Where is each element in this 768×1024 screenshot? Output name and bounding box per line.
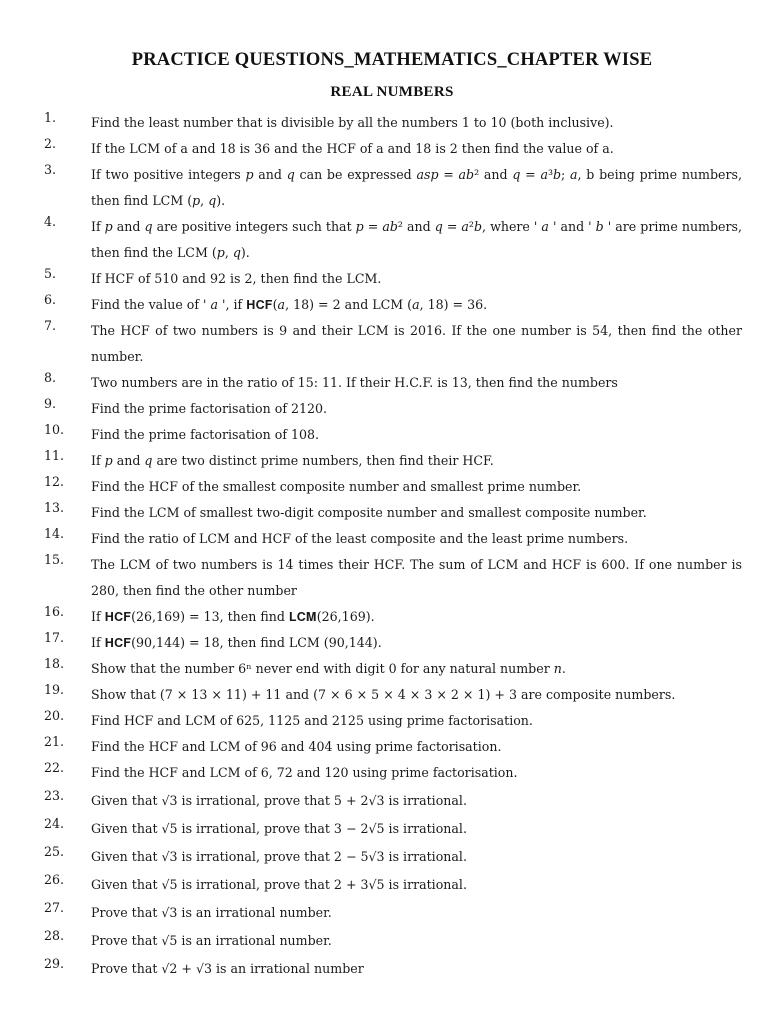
question-number: 21. <box>44 734 65 749</box>
question-number: 3. <box>44 162 57 177</box>
question-item <box>0 110 768 136</box>
question-item <box>0 448 768 474</box>
question-item <box>0 872 768 898</box>
question-number: 5. <box>44 266 57 281</box>
question-text: If 𝐇𝐂𝐅(90,144) = 18, then find LCM (90,144). <box>91 635 382 650</box>
question-number: 12. <box>44 474 65 489</box>
question-text: Given that √3 is irrational, prove that 2 − 5√3 is irrational. <box>91 849 467 864</box>
question-item <box>0 162 768 214</box>
question-item <box>0 956 768 982</box>
question-item <box>0 604 768 630</box>
question-text: Find HCF and LCM of 625, 1125 and 2125 using prime factorisation. <box>91 713 533 728</box>
question-item <box>0 900 768 926</box>
question-item <box>0 474 768 500</box>
question-number: 26. <box>44 872 65 887</box>
question-text: If the LCM of a and 18 is 36 and the HCF of a and 18 is 2 then find the value of a. <box>91 141 614 156</box>
question-item <box>0 500 768 526</box>
question-item <box>0 928 768 954</box>
question-item <box>0 630 768 656</box>
question-text: Given that √3 is irrational, prove that 5 + 2√3 is irrational. <box>91 793 467 808</box>
question-text: If two positive integers 𝑝 and 𝑞 can be expressed 𝑎𝑠𝑝 = 𝑎𝑏² and 𝑞 = 𝑎³𝑏; 𝑎, b being prime numbers, then find LCM (𝑝, 𝑞). <box>91 167 742 208</box>
question-item <box>0 370 768 396</box>
question-text: Find the LCM of smallest two-digit composite number and smallest composite number. <box>91 505 647 520</box>
question-item <box>0 656 768 682</box>
question-number: 1. <box>44 110 57 125</box>
question-number: 24. <box>44 816 65 831</box>
question-number: 22. <box>44 760 65 775</box>
question-number: 15. <box>44 552 65 567</box>
question-number: 14. <box>44 526 65 541</box>
question-number: 27. <box>44 900 65 915</box>
question-text: Show that (7 × 13 × 11) + 11 and (7 × 6 × 5 × 4 × 3 × 2 × 1) + 3 are composite numbers. <box>91 687 676 702</box>
question-item <box>0 422 768 448</box>
question-text: Find the value of ' 𝑎 ', if 𝐇𝐂𝐅(𝑎, 18) = 2 and LCM (𝑎, 18) = 36. <box>91 297 488 312</box>
question-number: 16. <box>44 604 65 619</box>
question-item <box>0 552 768 604</box>
question-number: 23. <box>44 788 65 803</box>
question-item <box>0 396 768 422</box>
question-number: 9. <box>44 396 57 411</box>
question-text: Find the ratio of LCM and HCF of the least composite and the least prime numbers. <box>91 531 629 546</box>
question-text: Find the HCF and LCM of 6, 72 and 120 using prime factorisation. <box>91 765 518 780</box>
question-text: If 𝐇𝐂𝐅(26,169) = 13, then find 𝐋𝐂𝐌(26,169). <box>91 609 375 624</box>
question-number: 4. <box>44 214 57 229</box>
question-text: Prove that √3 is an irrational number. <box>91 905 332 920</box>
question-item <box>0 816 768 842</box>
question-text: The HCF of two numbers is 9 and their LCM is 2016. If the one number is 54, then find the other number. <box>91 323 742 364</box>
question-text: Prove that √5 is an irrational number. <box>91 933 332 948</box>
question-text: Find the prime factorisation of 2120. <box>91 401 328 416</box>
question-number: 28. <box>44 928 65 943</box>
question-text: The LCM of two numbers is 14 times their HCF. The sum of LCM and HCF is 600. If one number is 280, then find the other number <box>91 557 742 598</box>
question-number: 2. <box>44 136 57 151</box>
question-item <box>0 708 768 734</box>
question-number: 17. <box>44 630 65 645</box>
question-text: Prove that √2 + √3 is an irrational number <box>91 961 364 976</box>
question-number: 10. <box>44 422 65 437</box>
question-text: Show that the number 6ⁿ never end with digit 0 for any natural number 𝑛. <box>91 661 566 676</box>
document-title: PRACTICE QUESTIONS_MATHEMATICS_CHAPTER WISE <box>131 50 653 70</box>
question-item <box>0 292 768 318</box>
question-text: Find the prime factorisation of 108. <box>91 427 320 442</box>
question-number: 7. <box>44 318 57 333</box>
chapter-heading: REAL NUMBERS <box>330 84 454 100</box>
question-number: 6. <box>44 292 57 307</box>
question-text: Two numbers are in the ratio of 15: 11. If their H.C.F. is 13, then find the numbers <box>91 375 618 390</box>
question-item <box>0 788 768 814</box>
question-text: Find the least number that is divisible by all the numbers 1 to 10 (both inclusive). <box>91 115 614 130</box>
question-item <box>0 682 768 708</box>
question-text: Find the HCF and LCM of 96 and 404 using prime factorisation. <box>91 739 502 754</box>
question-number: 19. <box>44 682 65 697</box>
question-text: If 𝑝 and 𝑞 are positive integers such that 𝑝 = 𝑎𝑏² and 𝑞 = 𝑎²𝑏, where ' 𝑎 ' and ' 𝑏 ' are prime numbers, then find the LCM (𝑝, 𝑞). <box>91 219 742 260</box>
question-item <box>0 318 768 370</box>
question-number: 29. <box>44 956 65 971</box>
question-item <box>0 526 768 552</box>
question-text: Given that √5 is irrational, prove that 3 − 2√5 is irrational. <box>91 821 467 836</box>
question-item <box>0 734 768 760</box>
question-item <box>0 760 768 786</box>
question-number: 18. <box>44 656 65 671</box>
question-item <box>0 844 768 870</box>
question-item <box>0 136 768 162</box>
question-number: 25. <box>44 844 65 859</box>
question-number: 13. <box>44 500 65 515</box>
question-number: 20. <box>44 708 65 723</box>
question-text: Find the HCF of the smallest composite number and smallest prime number. <box>91 479 582 494</box>
question-item <box>0 214 768 266</box>
question-item <box>0 266 768 292</box>
question-list <box>0 110 768 982</box>
question-text: Given that √5 is irrational, prove that 2 + 3√5 is irrational. <box>91 877 467 892</box>
question-text: If 𝑝 and 𝑞 are two distinct prime numbers, then find their HCF. <box>91 453 494 468</box>
question-number: 11. <box>44 448 65 463</box>
question-number: 8. <box>44 370 57 385</box>
question-text: If HCF of 510 and 92 is 2, then find the LCM. <box>91 271 382 286</box>
